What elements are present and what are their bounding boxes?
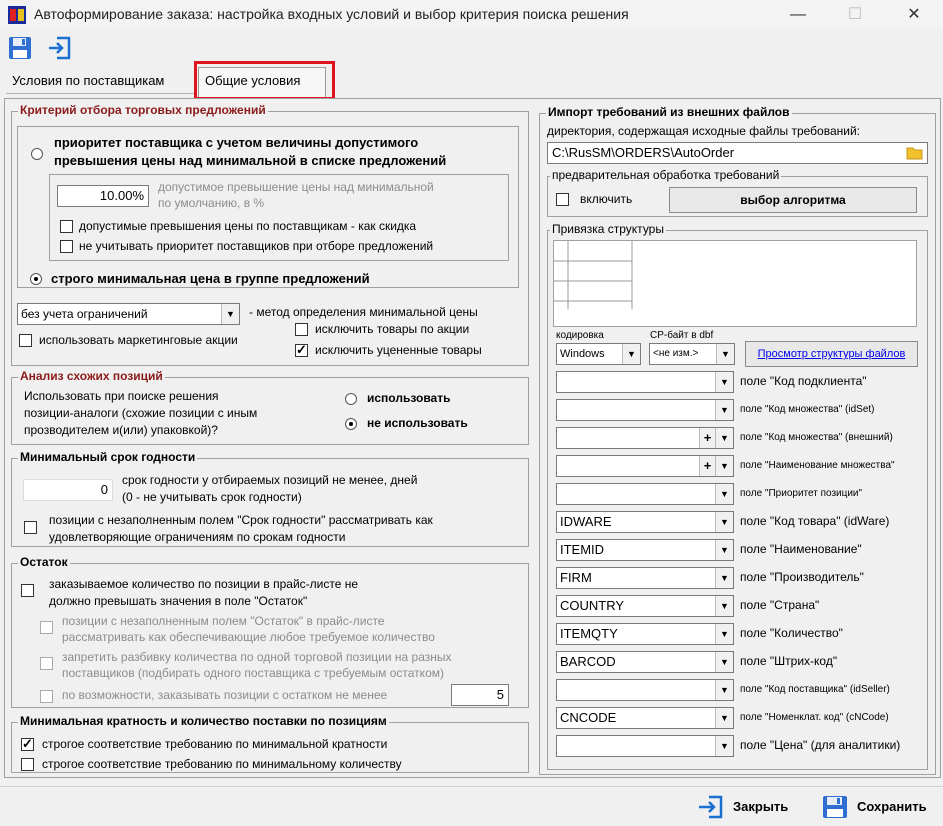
similar-desc-line2: позиции-аналоги (схожие позиции с иным [24, 406, 258, 420]
similar-not-use-radio[interactable] [345, 418, 357, 430]
plus-icon[interactable]: + [699, 428, 715, 448]
criteria-title: Критерий отбора торговых предложений [20, 103, 266, 117]
field-label: поле "Наименование" [740, 542, 862, 556]
field-select-value: FIRM [560, 570, 592, 585]
save-icon [822, 795, 848, 819]
ignore-priority-checkbox[interactable] [60, 240, 73, 253]
field-select[interactable] [556, 427, 734, 449]
field-label: поле "Номенклат. код" (cNCode) [740, 712, 889, 723]
window-title: Автоформирование заказа: настройка входных условий и выбор критерия поиска решения [34, 6, 629, 22]
similar-not-use-label: не использовать [367, 416, 468, 430]
minimize-button[interactable]: — [790, 6, 806, 23]
chevron-down-icon[interactable]: ▼ [715, 456, 733, 476]
algorithm-button[interactable]: выбор алгоритма [669, 187, 917, 213]
price-excess-percent-input[interactable]: 10.00% [57, 185, 149, 207]
discount-checkbox[interactable] [60, 220, 73, 233]
stock-sub1-line2: рассматривать как обеспечивающие любое требуемое количество [62, 630, 435, 644]
field-select[interactable] [556, 371, 734, 393]
field-select[interactable] [556, 567, 734, 589]
chevron-down-icon[interactable]: ▼ [716, 344, 734, 364]
field-select-value: CNCODE [560, 710, 617, 725]
field-select-value: ITEMQTY [560, 626, 618, 641]
import-dir-input[interactable] [547, 142, 928, 164]
field-select[interactable] [556, 651, 734, 673]
folder-icon[interactable] [906, 145, 924, 161]
app-icon [8, 6, 26, 24]
exit-icon[interactable] [47, 36, 71, 60]
field-select-value: BARCOD [560, 654, 616, 669]
stock-sub3-checkbox[interactable] [40, 690, 53, 703]
expiry-days-input[interactable]: 0 [23, 479, 113, 501]
chevron-down-icon[interactable]: ▼ [715, 708, 733, 728]
field-label: поле "Код множества" (idSet) [740, 404, 875, 415]
strict-quantity-checkbox[interactable] [21, 758, 34, 771]
field-select[interactable] [556, 483, 734, 505]
field-select[interactable] [556, 679, 734, 701]
chevron-down-icon[interactable]: ▼ [715, 484, 733, 504]
plus-icon[interactable]: + [699, 456, 715, 476]
ignore-priority-label: не учитывать приоритет поставщиков при отборе предложений [79, 239, 434, 253]
preprocess-enable-label: включить [580, 192, 633, 206]
field-select-value: ITEMID [560, 542, 605, 557]
chevron-down-icon[interactable]: ▼ [715, 540, 733, 560]
percent-desc-line2: по умолчанию, в % [158, 196, 265, 210]
option-supplier-priority-line2: превышения цены над минимальной в списке предложений [54, 153, 447, 168]
save-label: Сохранить [857, 799, 927, 814]
footer-bar [0, 786, 943, 826]
import-dir-label: директория, содержащая исходные файлы требований: [547, 124, 860, 138]
cp-value: <не изм.> [653, 348, 699, 359]
option-min-price-label: строго минимальная цена в группе предложений [51, 271, 370, 286]
save-icon[interactable] [8, 36, 32, 60]
field-select-value: COUNTRY [560, 598, 625, 613]
grid-lines [554, 241, 634, 311]
chevron-down-icon[interactable]: ▼ [221, 304, 239, 324]
preprocess-enable-checkbox[interactable] [556, 193, 569, 206]
field-select[interactable] [556, 595, 734, 617]
tab-supplier-conditions[interactable]: Условия по поставщикам [6, 70, 196, 94]
chevron-down-icon[interactable]: ▼ [622, 344, 640, 364]
encoding-value: Windows [560, 348, 605, 360]
multiplicity-title: Минимальная кратность и количество поставки по позициям [20, 714, 387, 728]
field-select[interactable] [556, 539, 734, 561]
stock-sub3-label: по возможности, заказывать позиции с остатком не менее [62, 688, 388, 702]
field-label: поле "Количество" [740, 626, 843, 640]
exclude-promo-label: исключить товары по акции [315, 322, 470, 336]
stock-title: Остаток [20, 555, 68, 569]
chevron-down-icon[interactable]: ▼ [715, 568, 733, 588]
expiry-days-line2: (0 - не учитывать срок годности) [122, 490, 302, 504]
stock-main-checkbox[interactable] [21, 584, 34, 597]
strict-quantity-label: строгое соответствие требованию по минимальному количеству [42, 757, 402, 771]
min-price-method-value: без учета ограничений [21, 307, 148, 321]
similar-use-radio[interactable] [345, 393, 357, 405]
percent-desc-line1: допустимое превышение цены над минимальной [158, 180, 434, 194]
stock-sub1-line1: позиции с незаполненным полем "Остаток" в прайс-листе [62, 614, 385, 628]
stock-min-input[interactable]: 5 [451, 684, 509, 706]
field-label: поле "Код множества" (внешний) [740, 432, 893, 443]
tab-bar [0, 64, 943, 98]
field-select[interactable] [556, 511, 734, 533]
field-label: поле "Цена" (для аналитики) [740, 738, 901, 752]
stock-main-line1: заказываемое количество по позиции в прайс-листе не [49, 577, 359, 591]
similar-title: Анализ схожих позиций [20, 369, 163, 383]
chevron-down-icon[interactable]: ▼ [715, 400, 733, 420]
exit-icon [697, 795, 723, 819]
field-select[interactable] [556, 735, 734, 757]
title-bar [0, 0, 943, 30]
structure-grid[interactable] [553, 240, 917, 327]
field-label: поле "Штрих-код" [740, 654, 838, 668]
chevron-down-icon[interactable]: ▼ [715, 680, 733, 700]
stock-sub1-checkbox[interactable] [40, 621, 53, 634]
tab-general-conditions[interactable]: Общие условия [198, 67, 326, 98]
chevron-down-icon[interactable]: ▼ [715, 428, 733, 448]
min-price-method-select[interactable] [17, 303, 240, 325]
similar-desc-line3: прозводителем и(или) упаковкой)? [24, 423, 218, 437]
expiry-empty-checkbox[interactable] [24, 521, 37, 534]
field-label: поле "Код товара" (idWare) [740, 514, 890, 528]
field-label: поле "Производитель" [740, 570, 864, 584]
field-label: поле "Код подклиента" [740, 374, 867, 388]
chevron-down-icon[interactable]: ▼ [715, 736, 733, 756]
field-select[interactable] [556, 623, 734, 645]
expiry-days-line1: срок годности у отбираемых позиций не менее, дней [122, 473, 418, 487]
field-label: поле "Приоритет позиции" [740, 488, 863, 499]
close-label: Закрыть [733, 799, 789, 814]
field-select-value: IDWARE [560, 514, 612, 529]
view-structure-button[interactable] [745, 341, 918, 367]
field-select[interactable] [556, 707, 734, 729]
import-title: Импорт требований из внешних файлов [548, 105, 790, 119]
option-min-price-radio[interactable] [30, 273, 42, 285]
field-select[interactable] [556, 399, 734, 421]
stock-sub2-line1: запретить разбивку количества по одной торговой позиции на разных [62, 650, 452, 664]
field-label: поле "Страна" [740, 598, 820, 612]
stock-sub2-line2: поставщиков (подбирать одного поставщика с требуемым остатком) [62, 666, 444, 680]
exclude-discounted-checkbox[interactable] [295, 344, 308, 357]
binding-title: Привязка структуры [552, 222, 664, 236]
expiry-empty-line1: позиции с незаполненным полем "Срок годности" рассматривать как [49, 513, 433, 527]
maximize-button[interactable]: ☐ [847, 6, 863, 23]
option-supplier-priority-line1: приоритет поставщика с учетом величины допустимого [54, 135, 419, 150]
strict-multiplicity-checkbox[interactable] [21, 738, 34, 751]
min-price-method-label: - метод определения минимальной цены [249, 305, 478, 319]
option-supplier-priority-radio[interactable] [31, 148, 43, 160]
exclude-promo-checkbox[interactable] [295, 323, 308, 336]
cp-select[interactable] [649, 343, 735, 365]
chevron-down-icon[interactable]: ▼ [715, 624, 733, 644]
chevron-down-icon[interactable]: ▼ [715, 512, 733, 532]
chevron-down-icon[interactable]: ▼ [715, 372, 733, 392]
marketing-checkbox[interactable] [19, 334, 32, 347]
import-dir-value: C:\RusSM\ORDERS\AutoOrder [552, 145, 735, 160]
expiry-empty-line2: удовлетворяющие ограничениям по срокам годности [49, 530, 346, 544]
similar-use-label: использовать [367, 391, 451, 405]
cp-label: CP-байт в dbf [650, 330, 714, 341]
chevron-down-icon[interactable]: ▼ [715, 652, 733, 672]
expiry-title: Минимальный срок годности [20, 450, 196, 464]
discount-label: допустимые превышения цены по поставщикам - как скидка [79, 219, 417, 233]
marketing-label: использовать маркетинговые акции [39, 333, 238, 347]
encoding-select[interactable] [556, 343, 641, 365]
field-label: поле "Код поставщика" (idSeller) [740, 684, 890, 695]
field-select[interactable] [556, 455, 734, 477]
similar-desc-line1: Использовать при поиске решения [24, 389, 219, 403]
exclude-discounted-label: исключить уцененные товары [315, 343, 482, 357]
preprocess-title: предварительная обработка требований [552, 168, 780, 182]
chevron-down-icon[interactable]: ▼ [715, 596, 733, 616]
stock-main-line2: должно превышать значения в поле "Остаток" [49, 594, 308, 608]
stock-sub2-checkbox[interactable] [40, 657, 53, 670]
strict-multiplicity-label: строгое соответствие требованию по минимальной кратности [42, 737, 388, 751]
tab-highlight-box [194, 61, 335, 100]
view-structure-label: Просмотр структуры файлов [757, 348, 906, 360]
close-window-button[interactable]: ✕ [907, 6, 921, 23]
encoding-label: кодировка [556, 330, 604, 341]
field-label: поле "Наименование множества" [740, 460, 895, 471]
